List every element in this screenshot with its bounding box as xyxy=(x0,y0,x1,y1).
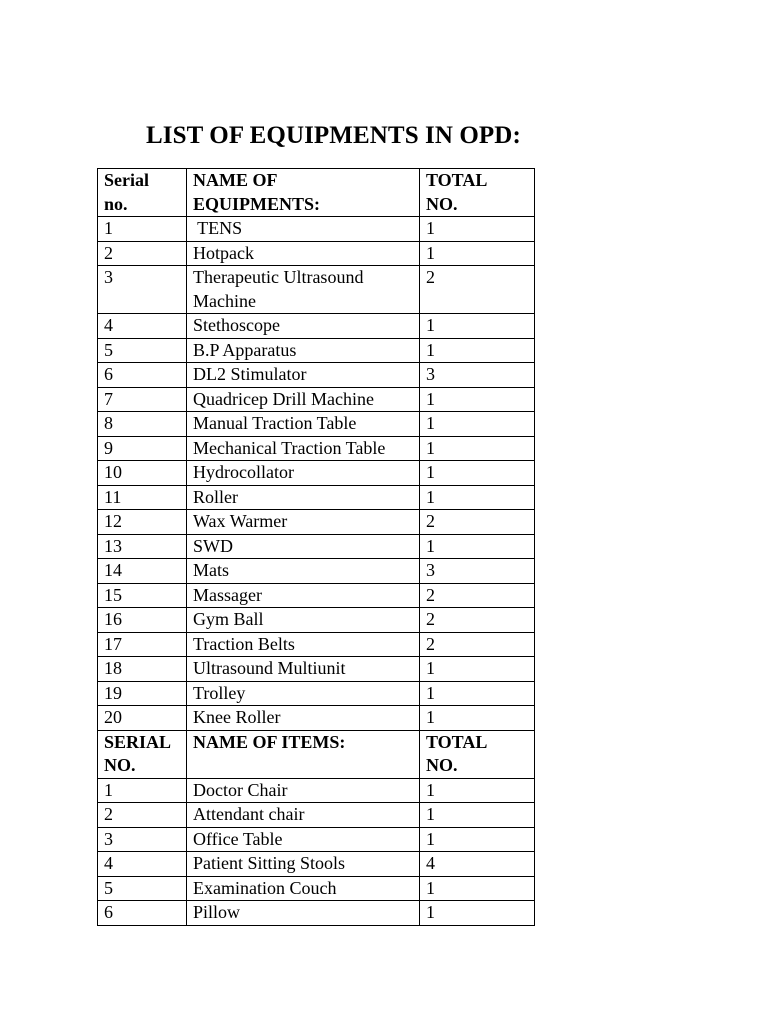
table-row xyxy=(98,534,535,559)
serial-cell: 6 xyxy=(98,363,187,388)
table-row xyxy=(98,387,535,412)
name-cell: SWD xyxy=(187,534,420,559)
name-cell: Mechanical Traction Table xyxy=(187,436,420,461)
name-cell: Therapeutic Ultrasound Machine xyxy=(187,266,420,314)
serial-cell: 16 xyxy=(98,608,187,633)
total-cell: 2 xyxy=(420,583,535,608)
serial-cell: 6 xyxy=(98,901,187,926)
name-cell: Patient Sitting Stools xyxy=(187,852,420,877)
serial-cell: 13 xyxy=(98,534,187,559)
table-row xyxy=(98,901,535,926)
header-serial-cell: Serial no. xyxy=(98,169,187,217)
table-row xyxy=(98,827,535,852)
total-cell: 1 xyxy=(420,534,535,559)
serial-cell: 9 xyxy=(98,436,187,461)
header-name-cell: NAME OF ITEMS: xyxy=(187,730,420,778)
name-cell: Manual Traction Table xyxy=(187,412,420,437)
table-row xyxy=(98,436,535,461)
header-total-cell: TOTAL NO. xyxy=(420,169,535,217)
serial-cell: 17 xyxy=(98,632,187,657)
name-cell: Hydrocollator xyxy=(187,461,420,486)
serial-cell: 14 xyxy=(98,559,187,584)
table-row xyxy=(98,608,535,633)
total-cell: 3 xyxy=(420,559,535,584)
serial-cell: 2 xyxy=(98,803,187,828)
name-cell: TENS xyxy=(187,217,420,242)
name-cell: Examination Couch xyxy=(187,876,420,901)
header-serial-cell: SERIAL NO. xyxy=(98,730,187,778)
header-total-cell: TOTAL NO. xyxy=(420,730,535,778)
page-title: LIST OF EQUIPMENTS IN OPD: xyxy=(146,122,521,149)
total-cell: 2 xyxy=(420,632,535,657)
serial-cell: 4 xyxy=(98,852,187,877)
equipment-table xyxy=(97,168,535,926)
serial-cell: 2 xyxy=(98,241,187,266)
table-row xyxy=(98,632,535,657)
total-cell: 2 xyxy=(420,266,535,314)
name-cell: Massager xyxy=(187,583,420,608)
serial-cell: 18 xyxy=(98,657,187,682)
total-cell: 1 xyxy=(420,412,535,437)
total-cell: 1 xyxy=(420,387,535,412)
total-cell: 1 xyxy=(420,657,535,682)
name-cell: Trolley xyxy=(187,681,420,706)
table-row xyxy=(98,217,535,242)
table-row xyxy=(98,314,535,339)
table-row xyxy=(98,657,535,682)
total-cell: 1 xyxy=(420,217,535,242)
name-cell: Pillow xyxy=(187,901,420,926)
table-row xyxy=(98,778,535,803)
total-cell: 1 xyxy=(420,706,535,731)
serial-cell: 7 xyxy=(98,387,187,412)
serial-cell: 5 xyxy=(98,876,187,901)
total-cell: 1 xyxy=(420,901,535,926)
serial-cell: 4 xyxy=(98,314,187,339)
total-cell: 4 xyxy=(420,852,535,877)
total-cell: 2 xyxy=(420,608,535,633)
items-header-row xyxy=(98,730,535,778)
name-cell: DL2 Stimulator xyxy=(187,363,420,388)
table-row xyxy=(98,706,535,731)
total-cell: 1 xyxy=(420,314,535,339)
equipment-table-body xyxy=(98,169,535,926)
serial-cell: 12 xyxy=(98,510,187,535)
total-cell: 1 xyxy=(420,827,535,852)
name-cell: Hotpack xyxy=(187,241,420,266)
table-row xyxy=(98,803,535,828)
table-row xyxy=(98,510,535,535)
total-cell: 1 xyxy=(420,241,535,266)
serial-cell: 1 xyxy=(98,778,187,803)
name-cell: Gym Ball xyxy=(187,608,420,633)
name-cell: Doctor Chair xyxy=(187,778,420,803)
equipment-header-row xyxy=(98,169,535,217)
serial-cell: 8 xyxy=(98,412,187,437)
name-cell: Traction Belts xyxy=(187,632,420,657)
total-cell: 1 xyxy=(420,485,535,510)
table-row xyxy=(98,241,535,266)
total-cell: 3 xyxy=(420,363,535,388)
name-cell: B.P Apparatus xyxy=(187,338,420,363)
serial-cell: 3 xyxy=(98,266,187,314)
name-cell: Office Table xyxy=(187,827,420,852)
table-row xyxy=(98,338,535,363)
serial-cell: 5 xyxy=(98,338,187,363)
serial-cell: 20 xyxy=(98,706,187,731)
serial-cell: 3 xyxy=(98,827,187,852)
name-cell: Knee Roller xyxy=(187,706,420,731)
total-cell: 1 xyxy=(420,461,535,486)
serial-cell: 10 xyxy=(98,461,187,486)
serial-cell: 11 xyxy=(98,485,187,510)
table-row xyxy=(98,876,535,901)
serial-cell: 1 xyxy=(98,217,187,242)
name-cell: Mats xyxy=(187,559,420,584)
total-cell: 2 xyxy=(420,510,535,535)
name-cell: Quadricep Drill Machine xyxy=(187,387,420,412)
header-name-cell: NAME OF EQUIPMENTS: xyxy=(187,169,420,217)
name-cell: Roller xyxy=(187,485,420,510)
table-row xyxy=(98,485,535,510)
total-cell: 1 xyxy=(420,436,535,461)
total-cell: 1 xyxy=(420,876,535,901)
table-row xyxy=(98,412,535,437)
serial-cell: 19 xyxy=(98,681,187,706)
table-row xyxy=(98,461,535,486)
table-row xyxy=(98,852,535,877)
serial-cell: 15 xyxy=(98,583,187,608)
table-row xyxy=(98,681,535,706)
name-cell: Stethoscope xyxy=(187,314,420,339)
table-row xyxy=(98,363,535,388)
total-cell: 1 xyxy=(420,803,535,828)
total-cell: 1 xyxy=(420,681,535,706)
name-cell: Ultrasound Multiunit xyxy=(187,657,420,682)
name-cell: Attendant chair xyxy=(187,803,420,828)
total-cell: 1 xyxy=(420,338,535,363)
table-row xyxy=(98,583,535,608)
name-cell: Wax Warmer xyxy=(187,510,420,535)
table-row xyxy=(98,266,535,314)
total-cell: 1 xyxy=(420,778,535,803)
table-row xyxy=(98,559,535,584)
